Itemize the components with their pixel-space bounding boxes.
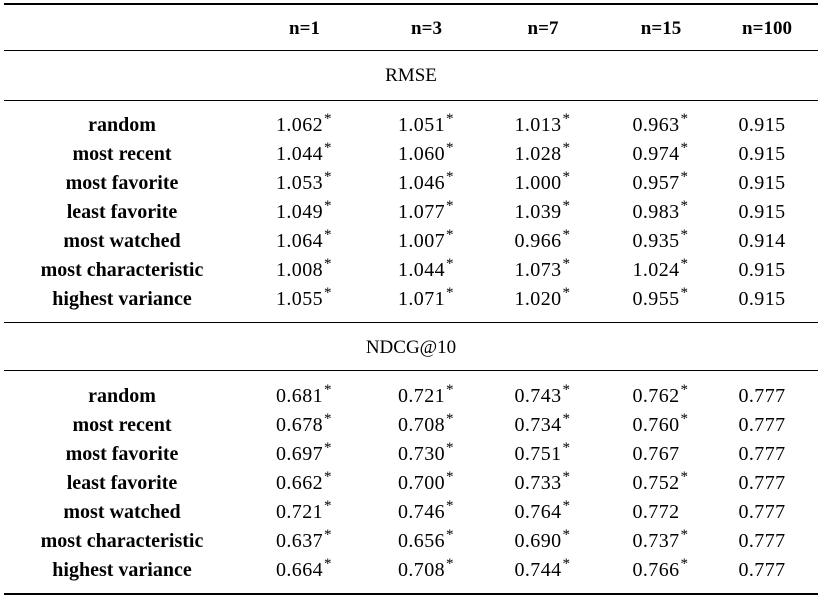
table-cell xyxy=(484,469,602,500)
table-cell xyxy=(484,527,602,558)
cell-value: 1.060 xyxy=(398,143,445,165)
table-cell xyxy=(602,411,720,442)
cell-value: 0.721 xyxy=(276,501,323,523)
significance-marker: * xyxy=(562,169,570,185)
table-cell xyxy=(602,527,720,558)
cell-value: 1.044 xyxy=(398,259,445,281)
cell-value: 0.744 xyxy=(514,559,562,581)
table-cell xyxy=(602,440,720,469)
significance-marker: * xyxy=(446,198,454,214)
cell-value: 0.662 xyxy=(276,472,323,494)
row-label: most recent xyxy=(72,414,172,436)
cell-value: 0.777 xyxy=(738,414,786,436)
significance-marker: * xyxy=(324,382,332,398)
cell-value: 0.915 xyxy=(738,172,786,194)
table-cell xyxy=(720,140,814,169)
significance-marker: * xyxy=(680,382,688,398)
cell-value: 1.046 xyxy=(398,172,445,194)
cell-value: 0.637 xyxy=(276,530,323,552)
section-2-title-rule xyxy=(4,370,818,371)
table-cell xyxy=(240,111,369,142)
cell-value: 0.772 xyxy=(632,501,680,523)
significance-marker: * xyxy=(446,440,454,456)
table-cell xyxy=(720,227,814,256)
significance-marker: * xyxy=(680,256,688,272)
column-header-n100: n=100 xyxy=(742,18,792,39)
table-cell xyxy=(484,556,602,587)
table-cell xyxy=(484,382,602,413)
section-title-rmse: RMSE xyxy=(385,65,437,86)
table-cell xyxy=(720,285,814,314)
table-cell xyxy=(720,411,814,440)
significance-marker: * xyxy=(324,198,332,214)
cell-value: 0.664 xyxy=(276,559,323,581)
cell-value: 0.955 xyxy=(632,288,680,310)
table-cell xyxy=(484,227,602,258)
cell-value: 0.690 xyxy=(514,530,562,552)
significance-marker: * xyxy=(446,256,454,272)
cell-value: 1.053 xyxy=(276,172,323,194)
cell-value: 0.681 xyxy=(276,385,323,407)
table-cell xyxy=(602,169,720,200)
cell-value: 1.071 xyxy=(398,288,445,310)
table-cell xyxy=(720,111,814,140)
significance-marker: * xyxy=(680,198,688,214)
table-cell xyxy=(240,440,369,471)
section-1-title-rule xyxy=(4,100,818,101)
cell-value: 1.062 xyxy=(276,114,323,136)
significance-marker: * xyxy=(324,469,332,485)
cell-value: 1.008 xyxy=(276,259,323,281)
table-row xyxy=(4,382,818,411)
cell-value: 0.656 xyxy=(398,530,445,552)
table-cell xyxy=(720,198,814,227)
significance-marker: * xyxy=(446,556,454,572)
significance-marker: * xyxy=(680,227,688,243)
cell-value: 1.013 xyxy=(514,114,562,136)
significance-marker: * xyxy=(446,227,454,243)
cell-value: 0.767 xyxy=(632,443,680,465)
significance-marker: * xyxy=(324,140,332,156)
cell-value: 0.762 xyxy=(632,385,680,407)
cell-value: 0.935 xyxy=(632,230,680,252)
significance-marker: * xyxy=(324,227,332,243)
cell-value: 0.983 xyxy=(632,201,680,223)
significance-marker: * xyxy=(562,556,570,572)
table-cell xyxy=(369,440,484,471)
table-cell xyxy=(720,169,814,198)
table-cell xyxy=(240,498,369,529)
significance-marker: * xyxy=(562,382,570,398)
table-cell xyxy=(240,556,369,587)
cell-value: 0.914 xyxy=(738,230,786,252)
table-cell xyxy=(369,498,484,529)
cell-value: 0.974 xyxy=(632,143,680,165)
table-cell xyxy=(369,382,484,413)
cell-value: 0.915 xyxy=(738,288,786,310)
significance-marker: * xyxy=(324,498,332,514)
cell-value: 0.966 xyxy=(514,230,562,252)
table-cell xyxy=(720,527,814,556)
row-label: least favorite xyxy=(66,201,178,223)
significance-marker: * xyxy=(446,527,454,543)
table-cell xyxy=(602,556,720,587)
row-label: most characteristic xyxy=(40,259,204,281)
significance-marker: * xyxy=(324,440,332,456)
table-cell xyxy=(369,527,484,558)
cell-value: 1.044 xyxy=(276,143,323,165)
top-rule xyxy=(4,3,818,5)
table-cell xyxy=(240,527,369,558)
table-cell xyxy=(484,140,602,171)
table-cell xyxy=(602,285,720,316)
cell-value: 0.708 xyxy=(398,559,445,581)
table-cell xyxy=(602,111,720,142)
table-cell xyxy=(240,285,369,316)
table-row xyxy=(4,140,818,169)
cell-value: 0.764 xyxy=(514,501,562,523)
cell-value: 0.730 xyxy=(398,443,445,465)
row-label: most recent xyxy=(72,143,172,165)
table-row xyxy=(4,227,818,256)
table-cell xyxy=(602,256,720,287)
significance-marker: * xyxy=(680,140,688,156)
header-row xyxy=(4,14,818,43)
row-label: most watched xyxy=(63,230,181,252)
table-cell xyxy=(484,285,602,316)
cell-value: 0.915 xyxy=(738,114,786,136)
significance-marker: * xyxy=(324,411,332,427)
cell-value: 0.746 xyxy=(398,501,445,523)
cell-value: 0.777 xyxy=(738,443,786,465)
cell-value: 1.051 xyxy=(398,114,445,136)
row-label: most favorite xyxy=(65,443,179,465)
table-cell xyxy=(369,227,484,258)
table-row xyxy=(4,411,818,440)
significance-marker: * xyxy=(680,411,688,427)
significance-marker: * xyxy=(680,527,688,543)
row-label: highest variance xyxy=(52,288,192,310)
cell-value: 1.073 xyxy=(514,259,562,281)
table-cell xyxy=(484,411,602,442)
significance-marker: * xyxy=(324,111,332,127)
cell-value: 0.760 xyxy=(632,414,680,436)
row-label: most characteristic xyxy=(40,530,204,552)
significance-marker: * xyxy=(680,169,688,185)
table-cell xyxy=(484,169,602,200)
table-cell xyxy=(369,169,484,200)
cell-value: 0.777 xyxy=(738,530,786,552)
significance-marker: * xyxy=(324,256,332,272)
significance-marker: * xyxy=(324,556,332,572)
table-cell xyxy=(369,198,484,229)
significance-marker: * xyxy=(562,140,570,156)
significance-marker: * xyxy=(446,382,454,398)
table-cell xyxy=(240,140,369,171)
significance-marker: * xyxy=(562,527,570,543)
column-header-n1: n=1 xyxy=(289,18,320,39)
table-cell xyxy=(484,111,602,142)
table-cell xyxy=(484,198,602,229)
significance-marker: * xyxy=(680,111,688,127)
cell-value: 1.000 xyxy=(514,172,562,194)
column-header-n7: n=7 xyxy=(527,18,559,39)
bottom-rule xyxy=(4,593,818,595)
cell-value: 1.077 xyxy=(398,201,445,223)
significance-marker: * xyxy=(324,527,332,543)
significance-marker: * xyxy=(446,111,454,127)
cell-value: 0.697 xyxy=(276,443,323,465)
table-row xyxy=(4,469,818,498)
table-cell xyxy=(602,140,720,171)
table-cell xyxy=(240,469,369,500)
cell-value: 0.708 xyxy=(398,414,445,436)
cell-value: 1.024 xyxy=(632,259,680,281)
table-cell xyxy=(369,469,484,500)
table-row xyxy=(4,169,818,198)
table-cell xyxy=(720,556,814,585)
cell-value: 0.963 xyxy=(632,114,680,136)
section-title-ndcg: NDCG@10 xyxy=(365,337,457,358)
cell-value: 1.064 xyxy=(276,230,323,252)
table-cell xyxy=(369,411,484,442)
cell-value: 0.700 xyxy=(398,472,445,494)
column-header-n3: n=3 xyxy=(411,18,442,39)
table-row xyxy=(4,440,818,469)
row-label: highest variance xyxy=(52,559,192,581)
table-cell xyxy=(602,498,720,527)
row-label: random xyxy=(88,385,156,407)
table-cell xyxy=(240,411,369,442)
cell-value: 1.049 xyxy=(276,201,323,223)
table-cell xyxy=(484,440,602,471)
table-cell xyxy=(720,440,814,469)
cell-value: 0.743 xyxy=(514,385,562,407)
cell-value: 0.915 xyxy=(738,201,786,223)
table-cell xyxy=(369,256,484,287)
significance-marker: * xyxy=(446,498,454,514)
cell-value: 0.734 xyxy=(514,414,562,436)
table-cell xyxy=(720,256,814,285)
cell-value: 1.028 xyxy=(514,143,562,165)
significance-marker: * xyxy=(562,256,570,272)
table-cell xyxy=(720,469,814,498)
significance-marker: * xyxy=(324,169,332,185)
cell-value: 1.055 xyxy=(276,288,323,310)
significance-marker: * xyxy=(680,469,688,485)
significance-marker: * xyxy=(562,411,570,427)
cell-value: 0.777 xyxy=(738,472,786,494)
significance-marker: * xyxy=(562,198,570,214)
significance-marker: * xyxy=(562,440,570,456)
table-row xyxy=(4,256,818,285)
significance-marker: * xyxy=(562,285,570,301)
significance-marker: * xyxy=(680,285,688,301)
cell-value: 1.020 xyxy=(514,288,562,310)
cell-value: 0.752 xyxy=(632,472,680,494)
cell-value: 0.777 xyxy=(738,559,786,581)
table-row xyxy=(4,527,818,556)
table-cell xyxy=(240,256,369,287)
table-cell xyxy=(240,382,369,413)
table-cell xyxy=(240,169,369,200)
table-row xyxy=(4,198,818,227)
table-row xyxy=(4,498,818,527)
table-cell xyxy=(484,256,602,287)
significance-marker: * xyxy=(324,285,332,301)
row-label: least favorite xyxy=(66,472,178,494)
cell-value: 0.737 xyxy=(632,530,680,552)
cell-value: 0.777 xyxy=(738,501,786,523)
significance-marker: * xyxy=(562,227,570,243)
table-row xyxy=(4,285,818,314)
table-cell xyxy=(369,111,484,142)
table-cell xyxy=(602,469,720,500)
cell-value: 0.733 xyxy=(514,472,562,494)
significance-marker: * xyxy=(446,285,454,301)
table-cell xyxy=(720,498,814,527)
table-cell xyxy=(240,227,369,258)
table-cell xyxy=(369,556,484,587)
significance-marker: * xyxy=(446,169,454,185)
significance-marker: * xyxy=(562,469,570,485)
significance-marker: * xyxy=(446,469,454,485)
cell-value: 0.766 xyxy=(632,559,680,581)
significance-marker: * xyxy=(446,140,454,156)
table-row xyxy=(4,556,818,585)
table-row xyxy=(4,111,818,140)
table-cell xyxy=(602,382,720,413)
cell-value: 0.957 xyxy=(632,172,680,194)
table-cell xyxy=(369,140,484,171)
column-header-n15: n=15 xyxy=(640,18,682,39)
significance-marker: * xyxy=(446,411,454,427)
significance-marker: * xyxy=(562,111,570,127)
table-cell xyxy=(602,227,720,258)
table-cell xyxy=(720,382,814,411)
row-label: most watched xyxy=(63,501,181,523)
table-cell xyxy=(484,498,602,529)
cell-value: 0.678 xyxy=(276,414,323,436)
section-divider-rule xyxy=(4,322,818,323)
table-cell xyxy=(602,198,720,229)
header-rule xyxy=(4,50,818,51)
cell-value: 0.721 xyxy=(398,385,445,407)
cell-value: 1.039 xyxy=(514,201,562,223)
cell-value: 0.751 xyxy=(514,443,562,465)
table-cell xyxy=(369,285,484,316)
cell-value: 0.915 xyxy=(738,259,786,281)
significance-marker: * xyxy=(562,498,570,514)
cell-value: 0.915 xyxy=(738,143,786,165)
table-cell xyxy=(240,198,369,229)
row-label: most favorite xyxy=(65,172,179,194)
significance-marker: * xyxy=(680,556,688,572)
row-label: random xyxy=(88,114,156,136)
cell-value: 1.007 xyxy=(398,230,445,252)
cell-value: 0.777 xyxy=(738,385,786,407)
